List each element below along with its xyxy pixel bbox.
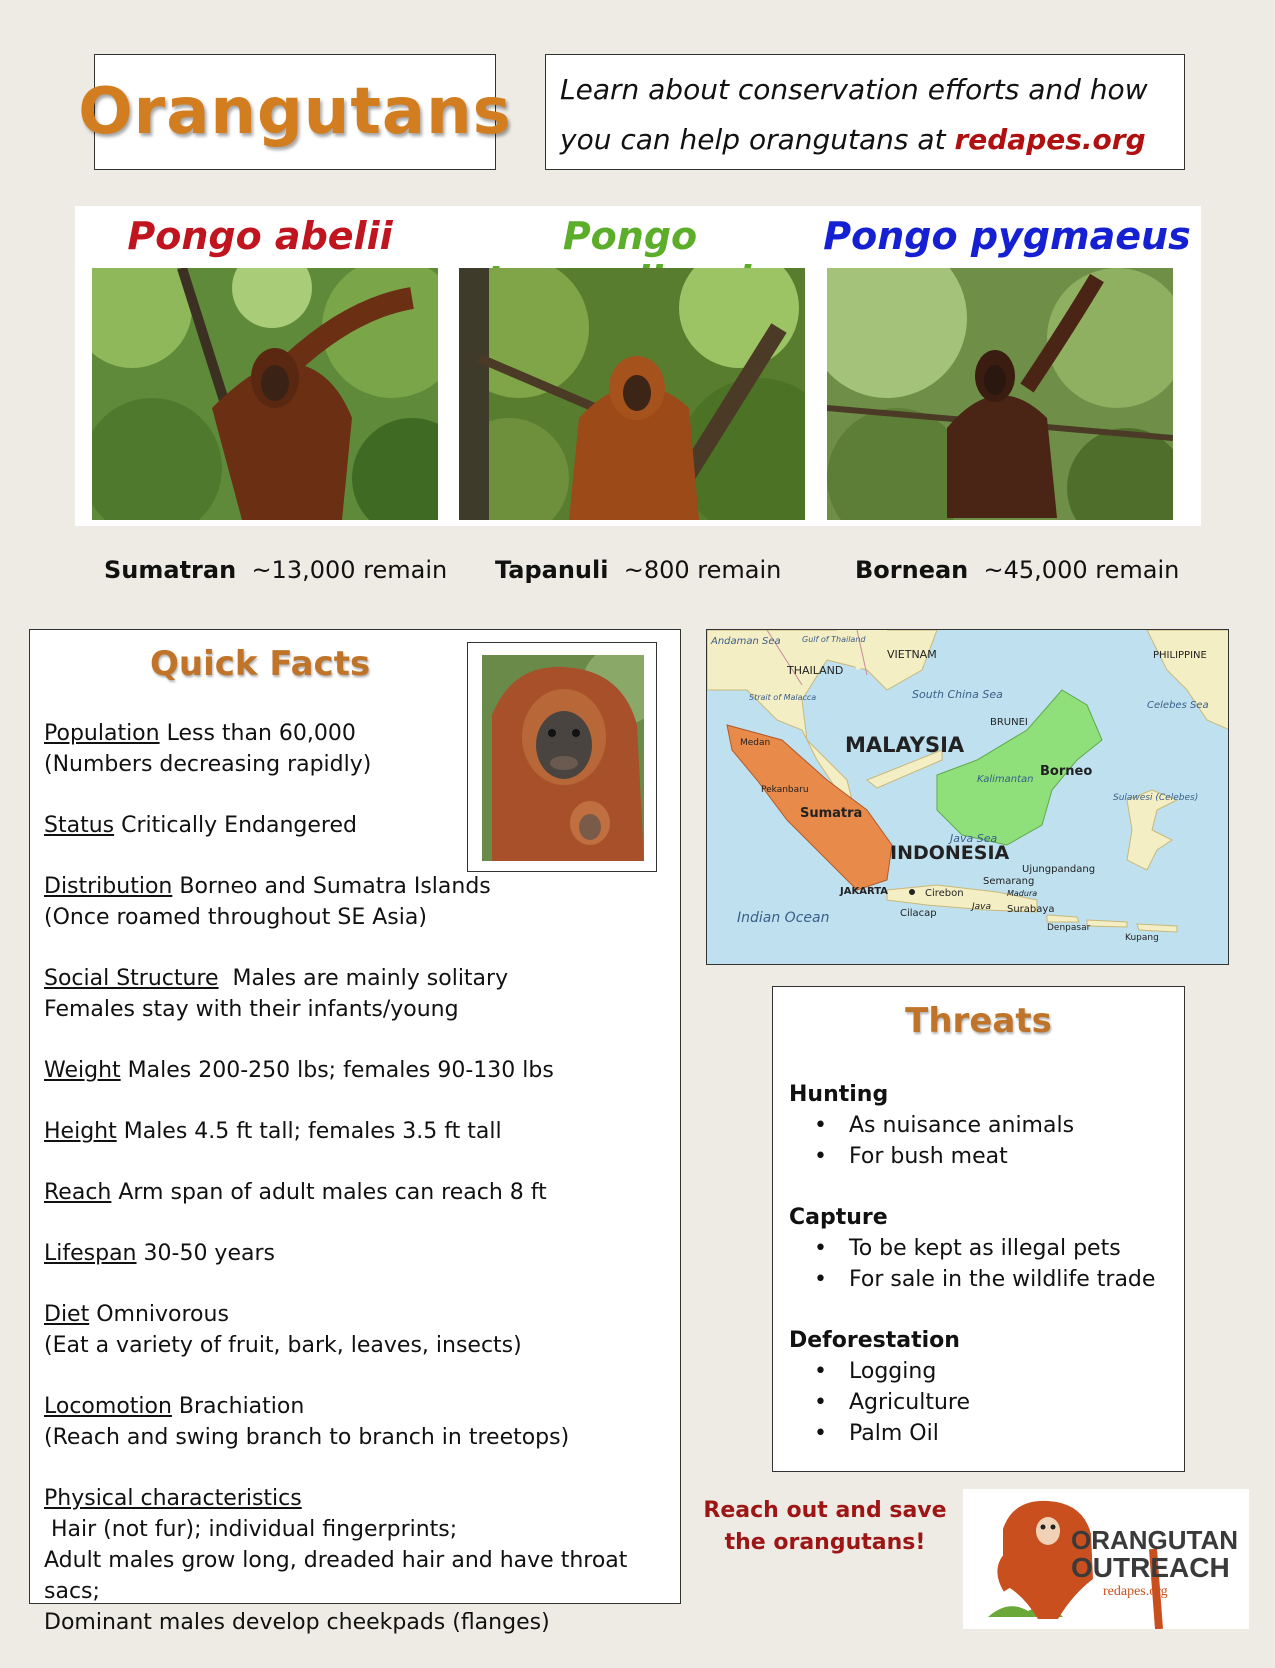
map-label-pekanbaru: Pekanbaru [761,785,809,795]
map-label-ujung: Ujungpandang [1022,864,1096,875]
map-label-denpasar: Denpasar [1047,923,1091,933]
region-map [706,629,1229,965]
fact-item [44,1299,674,1361]
page-title: Orangutans [78,75,512,149]
threat-item: • Palm Oil [849,1418,1155,1449]
fact-term: Population [44,721,160,746]
bornean-orangutan-photo [827,268,1173,520]
map-label-vietnam: VIETNAM [887,648,937,661]
map-label-sulawesi: Sulawesi (Celebes) [1113,793,1199,803]
threat-category: Capture [789,1205,888,1230]
tapanuli-count [495,556,781,584]
fact-term: Height [44,1119,117,1144]
fact-text: Males 200-250 lbs; females 90-130 lbs [120,1058,554,1083]
threats-list [789,1079,1155,1479]
fact-item [44,1116,674,1147]
map-label-indonesia: INDONESIA [890,842,1010,864]
map-label-gulf: Gulf of Thailand [802,635,866,644]
fact-line [44,963,674,994]
fact-extra: (Once roamed throughout SE Asia) [44,905,427,930]
fact-line [44,1116,674,1147]
map-label-surabaya: Surabaya [1007,904,1055,915]
threat-group [789,1202,1155,1295]
quick-facts-heading: Quick Facts [150,644,371,684]
fact-line [44,1238,674,1269]
tagline-url[interactable]: redapes.org [954,123,1146,156]
map-label-andaman: Andaman Sea [711,636,781,647]
fact-line [44,1055,674,1086]
quick-facts-box [29,629,681,1635]
map-label-celebes: Celebes Sea [1147,700,1209,711]
title-box [78,54,512,170]
fact-text: Borneo and Sumatra Islands [172,874,491,899]
sumatran-count [104,556,447,584]
map-label-medan: Medan [740,738,771,748]
fact-item [44,1238,674,1269]
threat-item: • To be kept as illegal pets [849,1233,1155,1264]
species-name-pygmaeus: Pongo pygmaeus [823,214,1191,258]
bornean-count [855,556,1179,584]
logo-url: redapes.org [1103,1584,1168,1599]
fact-extra: (Numbers decreasing rapidly) [44,752,372,777]
threats-box [772,986,1185,1472]
cta-line-2: the orangutans! [724,1530,926,1555]
fact-text: Omnivorous [89,1302,229,1327]
threat-group [789,1079,1155,1172]
fact-term: Distribution [44,874,173,899]
fact-text: Arm span of adult males can reach 8 ft [111,1180,547,1205]
map-label-thailand: THAILAND [787,664,844,677]
fact-term: Physical characteristics [44,1486,302,1511]
region-map-graphic [707,630,1229,965]
quick-facts-list [44,718,674,1668]
map-label-sumatra: Sumatra [800,806,863,821]
threat-category: Hunting [789,1082,889,1107]
fact-term: Reach [44,1180,112,1205]
species-name-abelii: Pongo abelii [127,214,393,258]
map-label-madura: Madura [1007,889,1038,898]
fact-extra: (Eat a variety of fruit, bark, leaves, insects) [44,1333,522,1358]
orangutan-logo-icon [963,1489,1249,1629]
sumatran-label: Sumatran [104,556,237,584]
threat-item: • Agriculture [849,1387,1155,1418]
fact-line [44,810,674,841]
map-label-kupang: Kupang [1125,933,1159,943]
fact-extra: Females stay with their infants/young [44,997,459,1022]
fact-item [44,1055,674,1086]
fact-item [44,1483,674,1638]
map-label-indian-ocean: Indian Ocean [737,910,830,926]
sumatran-orangutan-photo [92,268,438,520]
fact-line [44,1299,674,1330]
map-label-semarang: Semarang [983,876,1035,887]
fact-text: Males 4.5 ft tall; females 3.5 ft tall [116,1119,502,1144]
fact-text: 30-50 years [136,1241,275,1266]
fact-term: Locomotion [44,1394,172,1419]
species-name-tapanuliensis: Pongo [562,214,698,258]
threat-items [789,1356,1155,1449]
threats-heading: Threats [905,1001,1052,1041]
fact-item [44,1391,674,1453]
map-label-brunei: BRUNEI [990,717,1028,728]
sumatran-remaining: ~13,000 remain [251,556,448,584]
logo-line-1: ORANGUTAN [1071,1525,1239,1555]
threat-item: • For sale in the wildlife trade [849,1264,1155,1295]
jakarta-marker [909,889,915,895]
bornean-remaining: ~45,000 remain [983,556,1180,584]
fact-term: Social Structure [44,966,219,991]
fact-line [44,1391,674,1422]
fact-term: Status [44,813,115,838]
tapanuli-remaining: ~800 remain [623,556,782,584]
fact-text: Males are mainly solitary [218,966,509,991]
map-label-philippines: PHILIPPINE [1153,650,1207,661]
threat-item: • For bush meat [849,1141,1155,1172]
map-label-kalimantan: Kalimantan [977,774,1034,785]
map-label-south-china: South China Sea [912,688,1003,701]
fact-text: Less than 60,000 [159,721,356,746]
map-label-cilacap: Cilacap [900,908,937,919]
map-label-borneo: Borneo [1040,764,1093,779]
fact-item [44,871,674,933]
bornean-label: Bornean [855,556,969,584]
map-label-java: Java [972,902,992,912]
fact-text: Brachiation [171,1394,305,1419]
species-panel [75,206,1201,526]
threat-item: • As nuisance animals [849,1110,1155,1141]
tagline-box [545,54,1185,170]
fact-line [44,871,674,902]
fact-line [44,1177,674,1208]
cta-line-1: Reach out and save [703,1498,947,1523]
map-label-strait: Strait of Malacca [749,693,817,702]
threat-group [789,1325,1155,1449]
threat-items [789,1110,1155,1172]
fact-term: Weight [44,1058,121,1083]
map-label-cirebon: Cirebon [925,888,964,899]
map-label-malaysia: MALAYSIA [845,733,965,757]
fact-extra: (Reach and swing branch to branch in treetops) [44,1425,570,1450]
tapanuli-label: Tapanuli [495,556,609,584]
fact-text: Critically Endangered [114,813,357,838]
orangutan-outreach-logo[interactable] [963,1489,1249,1629]
call-to-action [700,1495,950,1559]
map-label-jakarta: JAKARTA [840,886,888,897]
fact-term: Diet [44,1302,90,1327]
logo-line-2: OUTREACH [1071,1552,1230,1583]
fact-term: Lifespan [44,1241,137,1266]
fact-item [44,810,674,841]
fact-item [44,718,674,780]
fact-line [44,1483,674,1545]
fact-text: Hair (not fur); individual fingerprints; [44,1517,458,1542]
map-label-java-sea: Java Sea [950,832,998,845]
tagline-text: Learn about conservation efforts and how you can help orangutans at [560,73,1148,156]
tapanuli-orangutan-photo [459,268,805,520]
fact-item [44,963,674,1025]
threat-item: • Logging [849,1356,1155,1387]
threat-category: Deforestation [789,1328,960,1353]
fact-item [44,1177,674,1208]
fact-line [44,718,674,749]
fact-extra: Adult males grow long, dreaded hair and have throat sacs; [44,1548,628,1604]
threat-items [789,1233,1155,1295]
fact-extra: Dominant males develop cheekpads (flanges) [44,1610,550,1635]
